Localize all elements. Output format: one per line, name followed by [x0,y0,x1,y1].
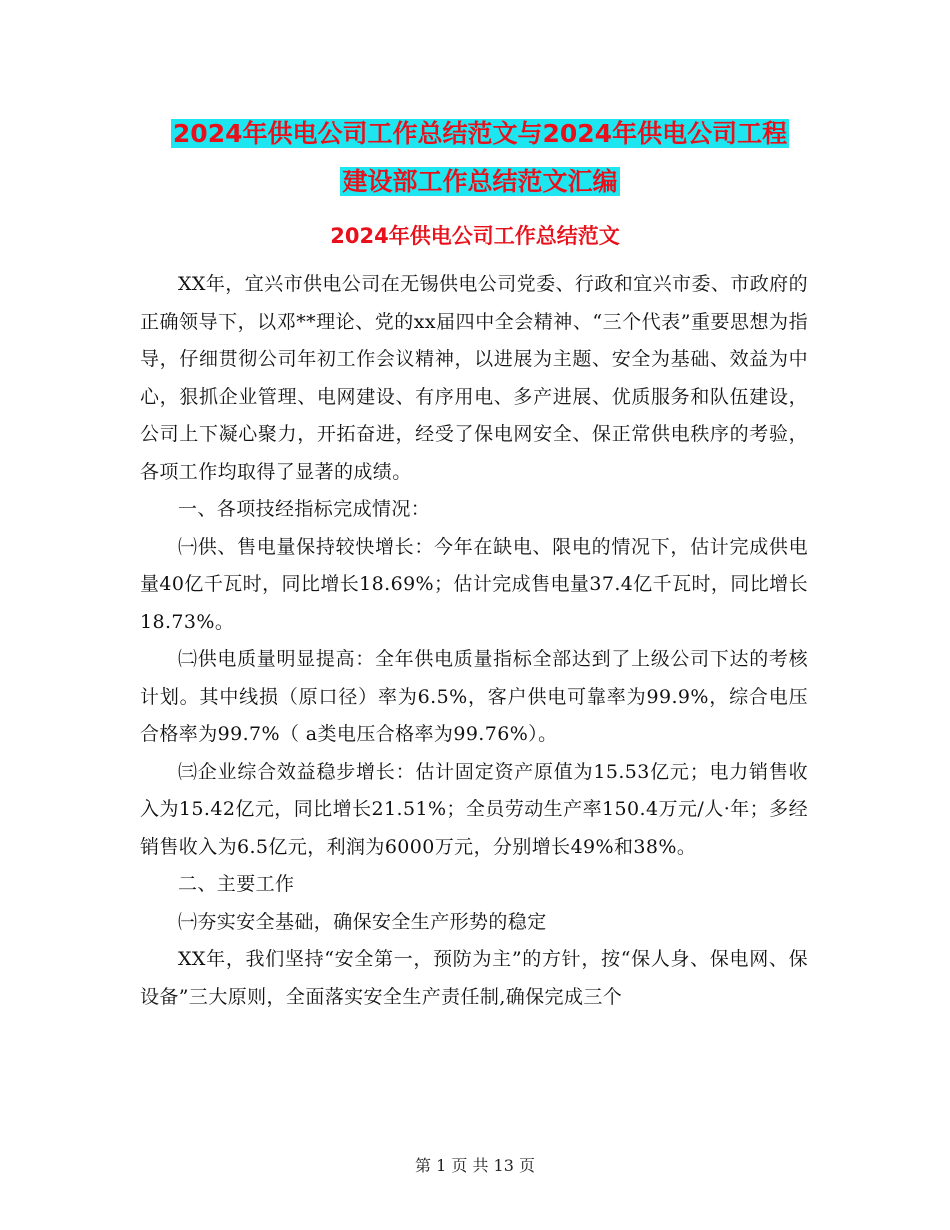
paragraph-item-3: ㈢企业综合效益稳步增长：估计固定资产原值为15.53亿元；电力销售收入为15.42亿元，同比增长21.51%；全员劳动生产率150.4万元/人·年；多经销售收入为6.5亿元，利润为6000万元，分别增长49%和38%。 [140,760,808,858]
paragraph-subheading-1: ㈠夯实安全基础，确保安全生产形势的稳定 [178,910,547,933]
document-title [100,110,860,206]
document-title-line-2: 建设部工作总结范文汇编 [342,167,618,196]
document-title-line-1: 2024年供电公司工作总结范文与2024年供电公司工程 [172,119,788,148]
page-footer: 第 1 页 共 13 页 [415,1156,535,1175]
paragraph-item-1: ㈠供、售电量保持较快增长：今年在缺电、限电的情况下，估计完成供电量40亿千瓦时，同比增长18.69%；估计完成售电量37.4亿千瓦时，同比增长18.73%。 [140,535,808,633]
paragraph-item-2: ㈡供电质量明显提高：全年供电质量指标全部达到了上级公司下达的考核计划。其中线损（原口径）率为6.5%，客户供电可靠率为99.9%，综合电压合格率为99.7%（ a类电压合格率为99.76%）。 [140,648,808,745]
paragraph-intro: XX年，宜兴市供电公司在无锡供电公司党委、行政和宜兴市委、市政府的正确领导下，以邓**理论、党的xx届四中全会精神、“三个代表”重要思想为指导，仔细贯彻公司年初工作会议精神，以进展为主题、安全为基础、效益为中心，狠抓企业管理、电网建设、有序用电、多产进展、优质服务和队伍建设，公司上下凝心聚力，开拓奋进，经受了保电网安全、保正常供电秩序的考验，各项工作均取得了显著的成绩。 [140,273,808,483]
paragraph-heading-2: 二、主要工作 [178,873,295,895]
body-text [140,266,808,1016]
section-title: 2024年供电公司工作总结范文 [330,224,620,248]
paragraph-heading-1: 一、各项技经指标完成情况： [178,498,431,520]
paragraph-safety: XX年，我们坚持“安全第一，预防为主”的方针，按“保人身、保电网、保设备”三大原则，全面落实安全生产责任制,确保完成三个 [140,948,808,1008]
